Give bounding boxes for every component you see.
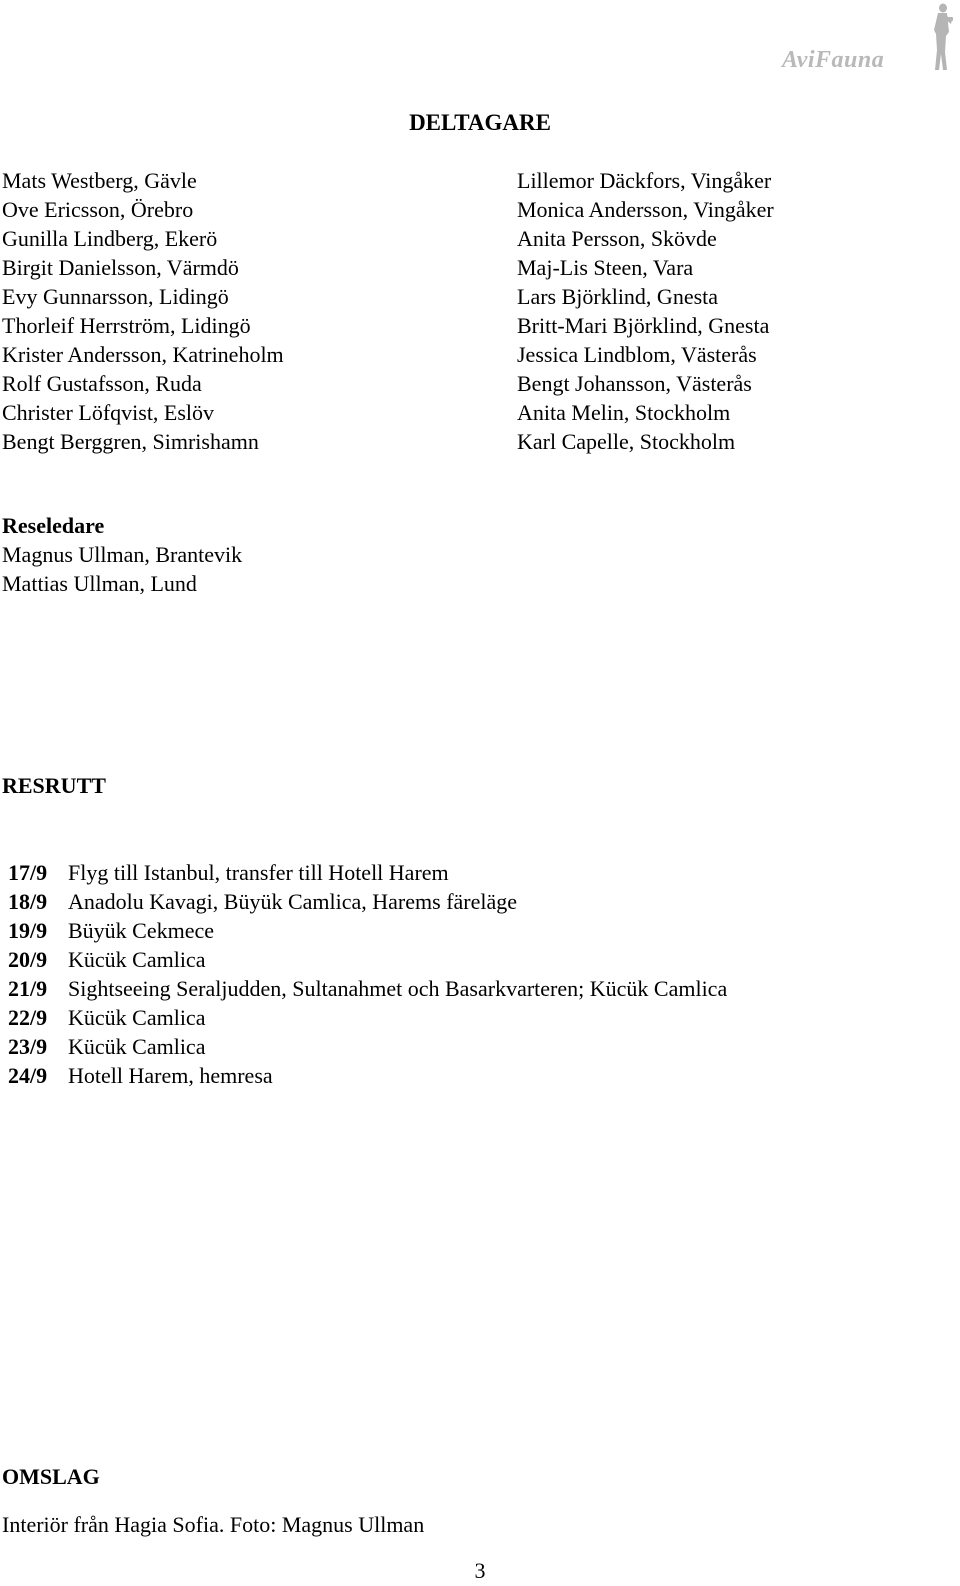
- participant-item: Gunilla Lindberg, Ekerö: [2, 226, 218, 251]
- route-description: Anadolu Kavagi, Büyük Camlica, Harems färeläge: [68, 889, 518, 914]
- participant-item: Birgit Danielsson, Värmdö: [2, 255, 239, 280]
- route-description: Kücük Camlica: [68, 1005, 206, 1030]
- participant-item: Rolf Gustafsson, Ruda: [2, 371, 202, 396]
- route-heading: RESRUTT: [2, 773, 106, 798]
- route-date: 19/9: [8, 918, 48, 943]
- participant-item: Lillemor Däckfors, Vingåker: [517, 168, 772, 193]
- page-number: 3: [474, 1558, 486, 1583]
- participant-item: Christer Löfqvist, Eslöv: [2, 400, 215, 425]
- cover-heading: OMSLAG: [2, 1464, 100, 1489]
- avifauna-logo: [782, 0, 960, 78]
- route-day: [8, 945, 727, 974]
- route-description: Flyg till Istanbul, transfer till Hotell Harem: [68, 860, 449, 885]
- birdwatcher-figure-icon: [928, 2, 954, 72]
- participant-item: Krister Andersson, Katrineholm: [2, 342, 284, 367]
- route-description: Hotell Harem, hemresa: [68, 1063, 273, 1088]
- route-day: [8, 916, 727, 945]
- participant-item: Britt-Mari Björklind, Gnesta: [517, 313, 770, 338]
- route-date: 22/9: [8, 1005, 48, 1030]
- participant-item: Maj-Lis Steen, Vara: [517, 255, 694, 280]
- leader-item: Mattias Ullman, Lund: [2, 571, 197, 596]
- logo-wordmark: AviFauna: [782, 47, 885, 73]
- participant-item: Anita Melin, Stockholm: [517, 400, 731, 425]
- participant-item: Karl Capelle, Stockholm: [517, 429, 736, 454]
- participant-item: Bengt Berggren, Simrishamn: [2, 429, 259, 454]
- participants-right-column: [517, 166, 774, 456]
- participant-item: Jessica Lindblom, Västerås: [517, 342, 757, 367]
- cover-credit: Interiör från Hagia Sofia. Foto: Magnus Ullman: [2, 1512, 425, 1537]
- participants-left-column: [2, 166, 284, 456]
- route-day: [8, 1003, 727, 1032]
- route-description: Büyük Cekmece: [68, 918, 215, 943]
- participant-item: Bengt Johansson, Västerås: [517, 371, 752, 396]
- participant-item: Ove Ericsson, Örebro: [2, 197, 194, 222]
- participant-item: Mats Westberg, Gävle: [2, 168, 197, 193]
- participant-item: Lars Björklind, Gnesta: [517, 284, 719, 309]
- route-day: [8, 858, 727, 887]
- leaders-heading: Reseledare: [2, 513, 105, 538]
- route-day: [8, 974, 727, 1003]
- route-date: 20/9: [8, 947, 48, 972]
- participant-item: Anita Persson, Skövde: [517, 226, 717, 251]
- route-day: [8, 1032, 727, 1061]
- route-description: Kücük Camlica: [68, 947, 206, 972]
- leader-item: Magnus Ullman, Brantevik: [2, 542, 243, 567]
- leaders-list: [2, 540, 242, 598]
- route-description: Sightseeing Seraljudden, Sultanahmet och Basarkvarteren; Kücük Camlica: [68, 976, 728, 1001]
- route-day: [8, 1061, 727, 1090]
- route-date: 24/9: [8, 1063, 48, 1088]
- route-list: [8, 858, 727, 1090]
- participant-item: Monica Andersson, Vingåker: [517, 197, 774, 222]
- route-day: [8, 887, 727, 916]
- route-date: 21/9: [8, 976, 48, 1001]
- page-title: DELTAGARE: [409, 110, 551, 135]
- route-date: 18/9: [8, 889, 48, 914]
- route-description: Kücük Camlica: [68, 1034, 206, 1059]
- participant-item: Evy Gunnarsson, Lidingö: [2, 284, 229, 309]
- participant-item: Thorleif Herrström, Lidingö: [2, 313, 251, 338]
- route-date: 23/9: [8, 1034, 48, 1059]
- route-date: 17/9: [8, 860, 48, 885]
